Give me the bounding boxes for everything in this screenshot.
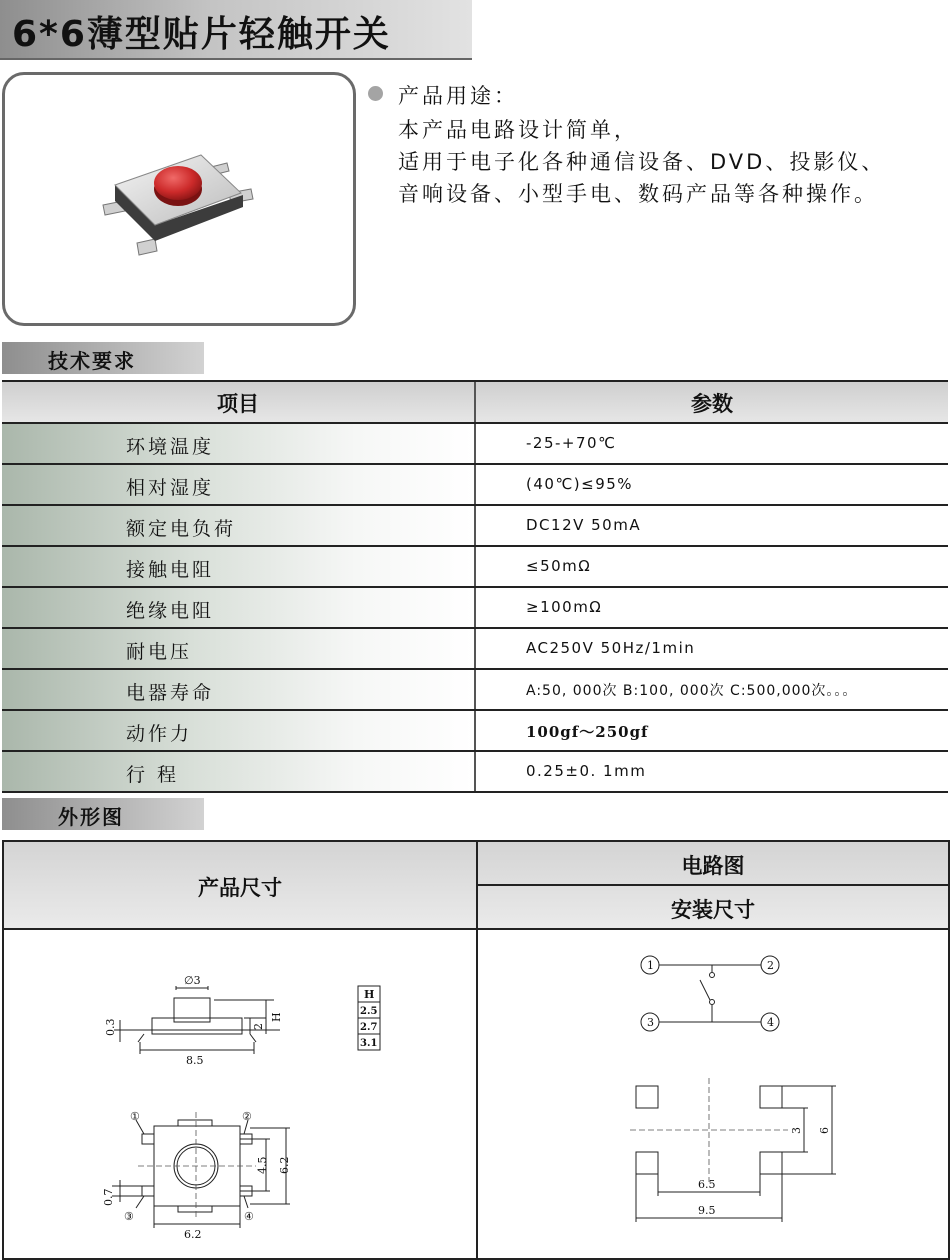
dim-outer: 6.2 [278,1156,291,1174]
spec-section-title: 技术要求 [48,349,136,373]
spec-item: 额定电负荷 [126,518,237,540]
h-table-value: 2.5 [360,1006,378,1017]
dim-pad-height: 6 [818,1127,831,1134]
circuit-pin-label: 3 [647,1016,654,1029]
usage-line-1: 本产品电路设计简单， [398,118,638,142]
usage-bullet-dot [368,86,383,101]
spec-item: 接触电阻 [126,559,215,581]
spec-section-tab [2,342,204,374]
drawing-table [2,840,950,1260]
pin-label: ③ [124,1210,134,1223]
table-row [2,752,948,793]
circuit-pin-label: 4 [767,1016,774,1029]
table-row [2,424,948,465]
spec-value: ≤50mΩ [526,557,592,575]
h-table-value: 2.7 [360,1022,378,1033]
usage-line-2: 适用于电子化各种通信设备、DVD、投影仪、 [398,150,886,174]
col-product-dimensions: 产品尺寸 [198,876,282,900]
spec-item: 耐电压 [126,641,193,663]
table-row [2,465,948,506]
product-photo-frame [2,72,356,326]
spec-value: ≥100mΩ [526,598,603,616]
spec-item: 绝缘电阻 [126,600,215,622]
table-row [2,588,948,629]
dim-lead: 0.7 [102,1188,115,1206]
spec-value: DC12V 50mA [526,516,642,534]
spec-value: A:50, 000次 B:100, 000次 C:500,000次。。。 [526,683,858,699]
circuit-pin-label: 1 [647,959,654,972]
col-circuit-diagram: 电路图 [681,854,745,878]
usage-line-3: 音响设备、小型手电、数码产品等各种操作。 [398,182,878,206]
dim-side-width: 8.5 [186,1054,204,1067]
spec-item: 动作力 [126,723,193,745]
page-title: 6*6薄型贴片轻触开关 [12,14,391,55]
pin-label: ① [130,1110,140,1123]
spec-col-param: 参数 [691,392,733,416]
table-row [2,670,948,711]
dim-knob-dia: ∅3 [184,974,201,987]
outline-section-tab [2,798,204,830]
spec-value: (40℃)≤95% [526,475,634,493]
spec-table-header [2,380,948,424]
usage-heading: 产品用途： [398,84,518,108]
spec-value: -25-+70℃ [526,434,617,452]
product-photo-switch [5,75,353,323]
dim-top-width: 6.2 [184,1228,202,1241]
spec-value: AC250V 50Hz/1min [526,639,696,657]
title-banner [0,0,472,60]
spec-col-item: 项目 [217,392,259,416]
dim-inner: 4.5 [256,1156,269,1174]
product-dimension-drawing [4,930,476,1256]
spec-item: 行 程 [126,764,180,786]
table-row [2,711,948,752]
dim-total-height: H [270,1012,283,1022]
spec-item: 电器寿命 [126,682,215,704]
dim-outer-width: 9.5 [698,1204,716,1217]
circuit-and-mounting-drawing [478,930,948,1256]
spec-value: 0.25±0. 1mm [526,762,647,780]
table-row [2,629,948,670]
outline-section-title: 外形图 [58,805,124,829]
dim-thickness: 0.3 [104,1018,117,1036]
h-table-value: 3.1 [360,1038,378,1049]
col-mounting-dimensions: 安装尺寸 [671,898,755,922]
spec-table [2,380,948,793]
circuit-pin-label: 2 [767,959,774,972]
table-row [2,506,948,547]
h-table-header: H [364,988,375,1001]
spec-item: 环境温度 [126,436,215,458]
pin-label: ② [242,1110,252,1123]
spec-item: 相对湿度 [126,477,215,499]
dim-inner-width: 6.5 [698,1178,716,1191]
pin-label: ④ [244,1210,254,1223]
dim-gap: 3 [790,1127,803,1134]
table-row [2,547,948,588]
dim-body-height: 2 [252,1023,265,1030]
spec-value: 100gf～250gf [526,723,649,741]
